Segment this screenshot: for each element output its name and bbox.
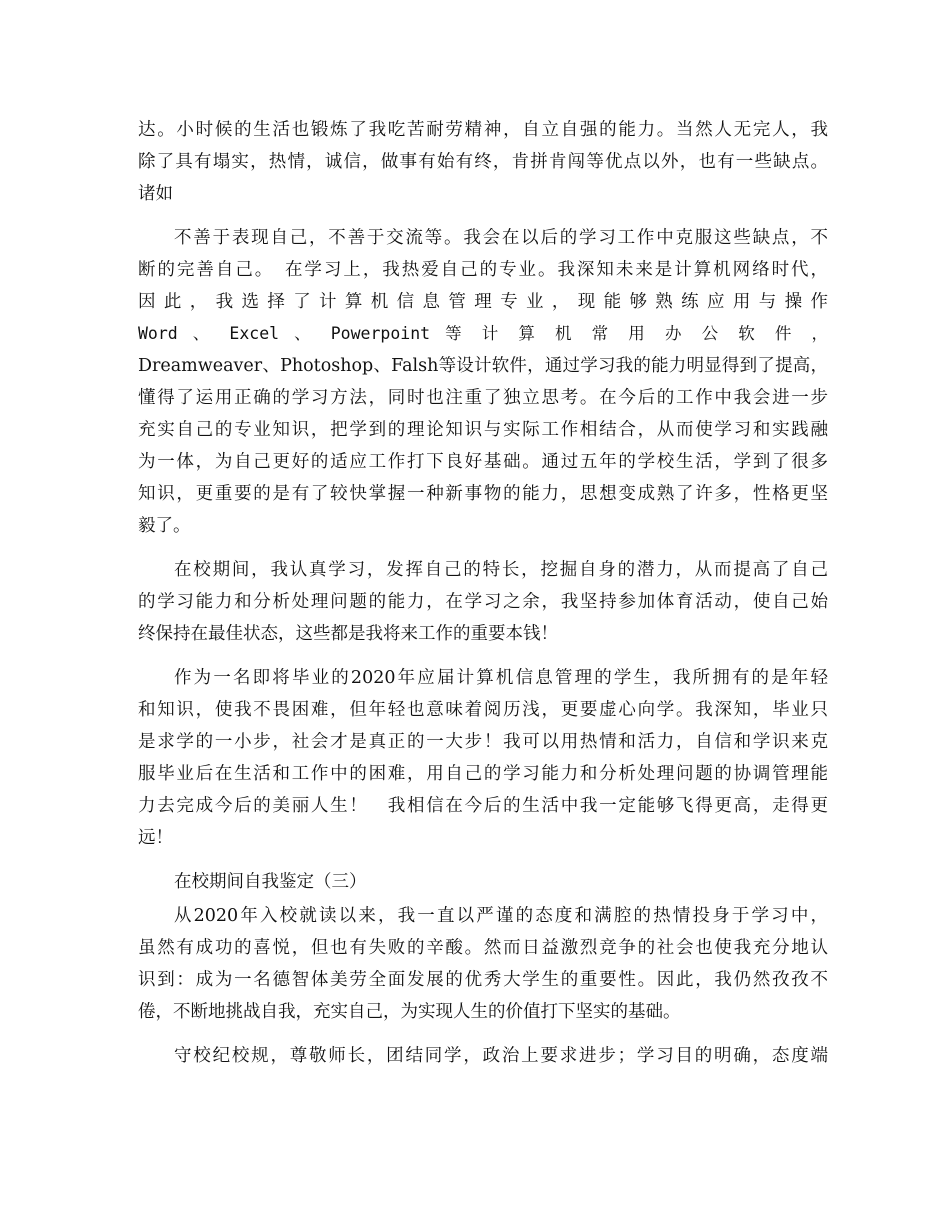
text-line: 是求学的一小步，社会才是真正的一大步！我可以用热情和活力，自信和学识来克 bbox=[138, 732, 828, 752]
section-heading: 在校期间自我鉴定（三） bbox=[174, 872, 367, 892]
text-line: 因此，我选择了计算机信息管理专业，现能够熟练应用与操作 bbox=[138, 292, 828, 312]
text-line: Word 、 Excel 、 Powerpoint 等 计 算 机 常 用 办 公 软 件 ， bbox=[138, 324, 828, 343]
text-line: 的学习能力和分析处理问题的能力，在学习之余，我坚持参加体育活动，使自己始 bbox=[138, 592, 828, 612]
text-line: 守校纪校规，尊敬师长，团结同学，政治上要求进步；学习目的明确，态度端 bbox=[174, 1046, 828, 1066]
text-line: 倦，不断地挑战自我，充实自己，为实现人生的价值打下坚实的基础。 bbox=[138, 1002, 681, 1022]
text-line: 毅了。 bbox=[138, 516, 191, 536]
text-line: 力去完成今后的美丽人生！ 我相信在今后的生活中我一定能够飞得更高，走得更 bbox=[138, 796, 828, 816]
text-line: 充实自己的专业知识，把学到的理论知识与实际工作相结合，从而使学习和实践融 bbox=[138, 420, 828, 440]
text-line: Dreamweaver、Photoshop、Falsh等设计软件，通过学习我的能力明显得到了提高， bbox=[138, 356, 828, 376]
text-line: 识到：成为一名德智体美劳全面发展的优秀大学生的重要性。因此，我仍然孜孜不 bbox=[138, 970, 828, 990]
text-line: 知识，更重要的是有了较快掌握一种新事物的能力，思想变成熟了许多，性格更坚 bbox=[138, 484, 828, 504]
text-line: 虽然有成功的喜悦，但也有失败的辛酸。然而日益激烈竞争的社会也使我充分地认 bbox=[138, 938, 828, 958]
text-line: 终保持在最佳状态，这些都是我将来工作的重要本钱！ bbox=[138, 624, 558, 644]
text-line: 从2020年入校就读以来，我一直以严谨的态度和满腔的热情投身于学习中， bbox=[174, 906, 828, 926]
text-line: 断的完善自己。 在学习上，我热爱自己的专业。我深知未来是计算机网络时代， bbox=[138, 260, 828, 280]
text-line: 在校期间，我认真学习，发挥自己的特长，挖掘自身的潜力，从而提高了自己 bbox=[174, 560, 828, 580]
text-line: 作为一名即将毕业的2020年应届计算机信息管理的学生，我所拥有的是年轻 bbox=[174, 668, 828, 688]
text-line: 不善于表现自己，不善于交流等。我会在以后的学习工作中克服这些缺点，不 bbox=[174, 228, 828, 248]
text-line: 为一体，为自己更好的适应工作打下良好基础。通过五年的学校生活，学到了很多 bbox=[138, 452, 828, 472]
text-line: 服毕业后在生活和工作中的困难，用自己的学习能力和分析处理问题的协调管理能 bbox=[138, 764, 828, 784]
text-line: 和知识，使我不畏困难，但年轻也意味着阅历浅，更要虚心向学。我深知，毕业只 bbox=[138, 700, 828, 720]
text-line: 懂得了运用正确的学习方法，同时也注重了独立思考。在今后的工作中我会进一步 bbox=[138, 388, 828, 408]
text-line: 诸如 bbox=[138, 184, 173, 204]
text-line: 除了具有塌实，热情，诚信，做事有始有终，肯拼肯闯等优点以外，也有一些缺点。 bbox=[138, 152, 828, 172]
text-line: 远！ bbox=[138, 828, 173, 848]
text-line: 达。小时候的生活也锻炼了我吃苦耐劳精神，自立自强的能力。当然人无完人，我 bbox=[138, 120, 828, 140]
